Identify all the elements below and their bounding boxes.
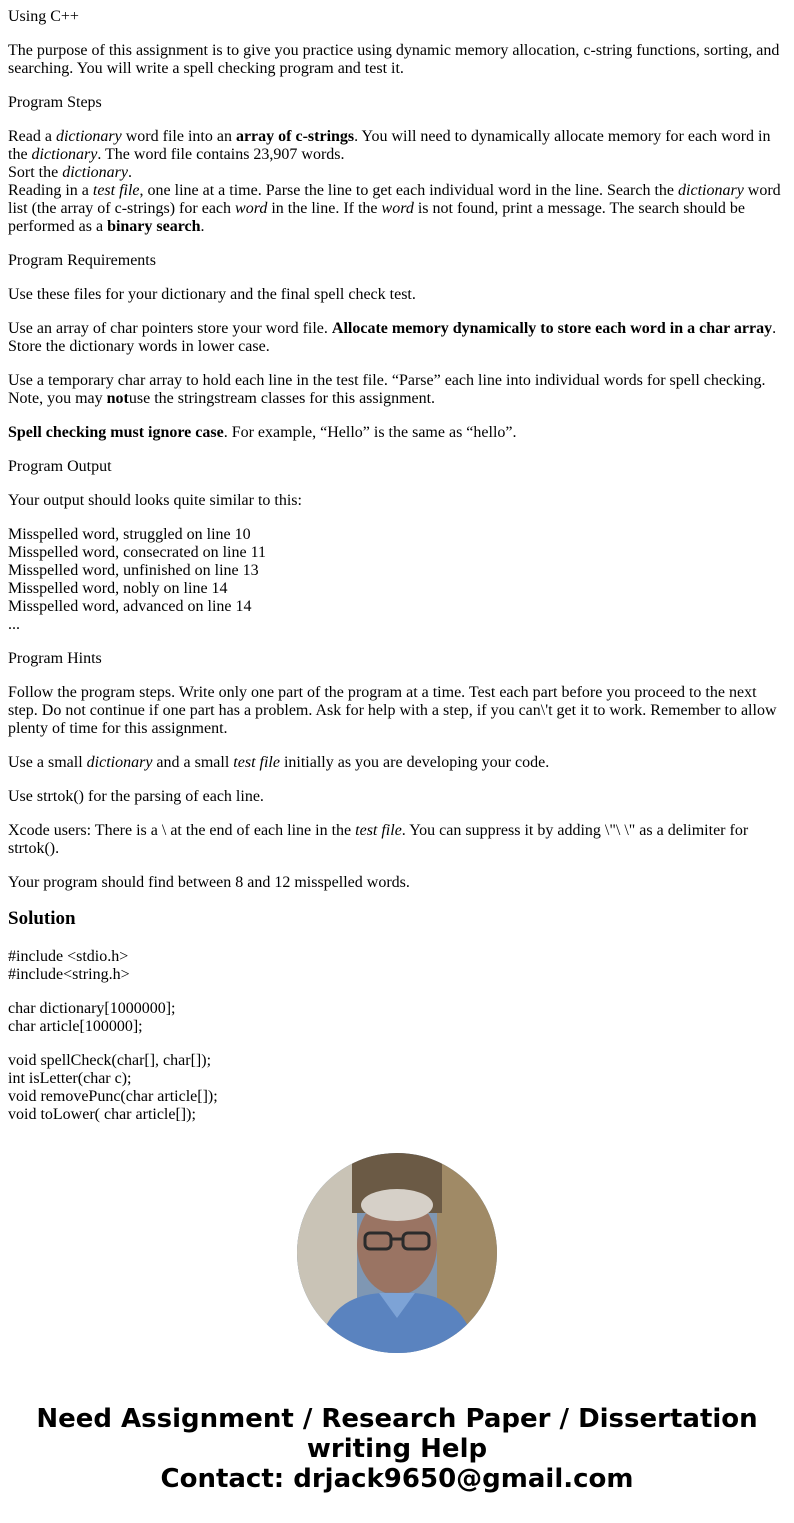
purpose-paragraph: The purpose of this assignment is to give you practice using dynamic memory allocation, c-string functions, sorting, and searching. You will write a spell checking program and test it. (8, 42, 780, 77)
promo-contact: Contact: drjack9650@gmail.com (160, 1464, 634, 1494)
requirement-2: Use an array of char pointers store your word file. Allocate memory dynamically to store each word in a char array. Store the dictionary words in lower case. (8, 320, 777, 355)
code-line: char dictionary[1000000]; (8, 1000, 176, 1017)
hints-title: Program Hints (8, 650, 102, 667)
output-line: ... (8, 616, 20, 633)
promo-line: writing Help (306, 1434, 488, 1464)
requirement-1: Use these files for your dictionary and the final spell check test. (8, 286, 416, 303)
code-includes (8, 948, 784, 984)
code-line: void removePunc(char article[]); (8, 1088, 218, 1105)
promo-line: Need Assignment / Research Paper / Dissertation (36, 1404, 758, 1434)
code-line: int isLetter(char c); (8, 1070, 132, 1087)
code-line: void spellCheck(char[], char[]); (8, 1052, 212, 1069)
hint-2: Use a small dictionary and a small test file initially as you are developing your code. (8, 754, 550, 771)
code-line: #include<string.h> (8, 966, 130, 983)
code-globals (8, 1000, 784, 1036)
output-intro: Your output should looks quite similar to this: (8, 492, 302, 509)
requirement-4: Spell checking must ignore case. For example, “Hello” is the same as “hello”. (8, 424, 517, 441)
author-avatar (297, 1153, 497, 1353)
step-2: Sort the dictionary. (8, 164, 132, 181)
author-photo (297, 1153, 497, 1353)
hint-1: Follow the program steps. Write only one part of the program at a time. Test each part before you proceed to the next step. Do not continue if one part has a problem. Ask for help with a step, if you can\'t get it to work. Remember to allow plenty of time for this assignment. (8, 684, 777, 737)
hint-4: Xcode users: There is a \ at the end of each line in the test file. You can suppress it by adding \"\ \" as a delimiter for strtok(). (8, 822, 749, 857)
code-line: void toLower( char article[]); (8, 1106, 196, 1123)
requirement-3: Use a temporary char array to hold each line in the test file. “Parse” each line into individual words for spell checking. Note, you may notuse the stringstream classes for this assignment. (8, 372, 766, 407)
output-title: Program Output (8, 458, 112, 475)
output-line: Misspelled word, consecrated on line 11 (8, 544, 267, 561)
assignment-content (8, 8, 784, 1123)
output-line: Misspelled word, advanced on line 14 (8, 598, 252, 615)
output-line: Misspelled word, struggled on line 10 (8, 526, 251, 543)
solution-title: Solution (8, 908, 76, 929)
code-line: #include <stdio.h> (8, 948, 129, 965)
output-line: Misspelled word, unfinished on line 13 (8, 562, 259, 579)
hint-5: Your program should find between 8 and 12 misspelled words. (8, 874, 410, 891)
sample-output (8, 526, 784, 634)
code-line: char article[100000]; (8, 1018, 143, 1035)
output-line: Misspelled word, nobly on line 14 (8, 580, 228, 597)
hint-3: Use strtok() for the parsing of each line. (8, 788, 264, 805)
promo-banner (0, 1404, 794, 1494)
steps-title: Program Steps (8, 94, 102, 111)
step-3: Reading in a test file, one line at a time. Parse the line to get each individual word in the line. Search the dictionary word list (the array of c-strings) for each word in the line. If the word is not found, print a message. The search should be performed as a binary search. (8, 182, 781, 235)
step-1: Read a dictionary word file into an array of c-strings. You will need to dynamically allocate memory for each word in the dictionary. The word file contains 23,907 words. (8, 128, 771, 163)
requirements-title: Program Requirements (8, 252, 156, 269)
doc-heading: Using C++ (8, 8, 79, 25)
code-prototypes (8, 1052, 784, 1123)
